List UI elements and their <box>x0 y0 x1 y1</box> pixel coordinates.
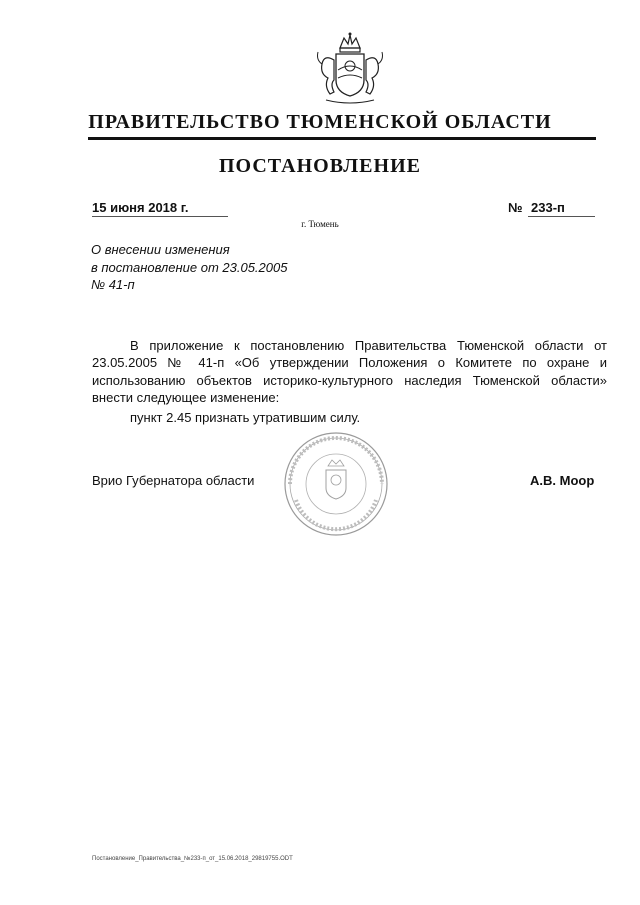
body-paragraph: пункт 2.45 признать утратившим силу. <box>130 410 361 425</box>
footer-filename: Постановление_Правительства_№233-п_от_15.06.2018_29819755.ODT <box>92 856 293 862</box>
document-type-title: ПОСТАНОВЛЕНИЕ <box>219 155 421 177</box>
coat-of-arms-emblem <box>300 30 400 110</box>
decree-number-prefix: № <box>508 200 523 215</box>
official-seal <box>282 430 390 538</box>
city-label: г. Тюмень <box>301 219 339 229</box>
decree-date: 15 июня 2018 г. <box>92 200 228 217</box>
signatory-name: А.В. Моор <box>530 473 595 488</box>
subject-line: № 41-п <box>91 277 135 292</box>
government-title: ПРАВИТЕЛЬСТВО ТЮМЕНСКОЙ ОБЛАСТИ <box>88 111 552 133</box>
subject-line: О внесении изменения <box>91 242 230 257</box>
subject-line: в постановление от 23.05.2005 <box>91 259 288 275</box>
decree-subject <box>91 241 287 294</box>
body-paragraph: В приложение к постановлению Правительства Тюменской области от 23.05.2005 № 41-п «Об утверждении Положения о Комитете по охране и использованию объектов историко-культурного наследия Тюменской области» внести следующее изменение: <box>92 338 607 405</box>
header-divider <box>88 137 596 140</box>
decree-number: 233-п <box>528 200 595 217</box>
signatory-role: Врио Губернатора области <box>92 473 255 488</box>
